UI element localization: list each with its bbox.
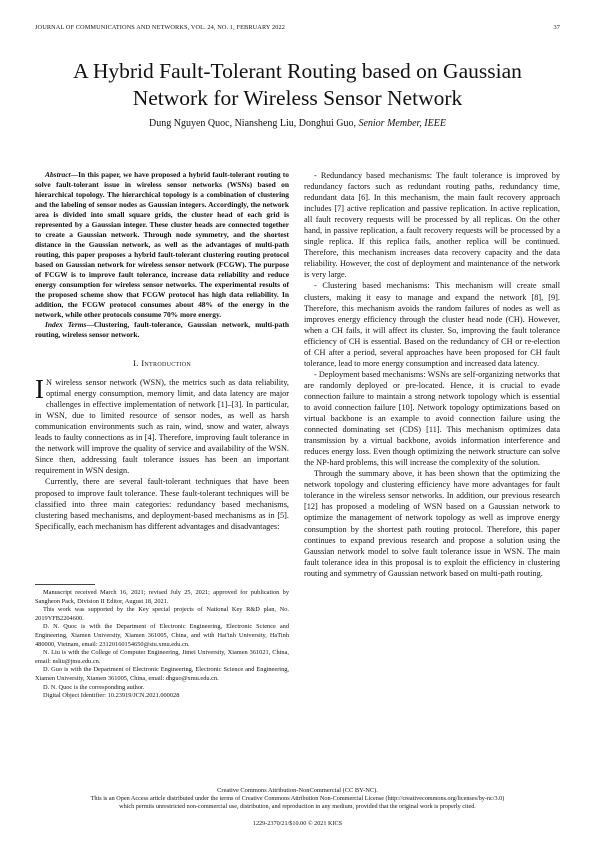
running-header — [35, 24, 560, 31]
footnote-funding: This work was supported by the Key special projects of National Key R&D plan, No. 2019YFB2204600. — [35, 606, 289, 622]
drop-cap: I — [35, 374, 44, 405]
index-terms-text: —Clustering, fault-tolerance, Gaussian network, multi-path routing, wireless sensor network. — [35, 320, 289, 339]
intro-paragraph-5: - Deployment based mechanisms: WSNs are self-organizing networks that are randomly deployed or pre-located. Hence, it is crucial to evade connection failure to maintain a strong network topology which is essential to avoid connection failure [10]. Network topology optimizations based on virtual backbone is an example to avoid connection failure using the connected dominating set (CDS) [11]. This mechanism optimizes data transmission by a virtual backbone, avoids information interference and reduces energy loss. Even though optimizing the network structure can solve the NP-hard problems, this will increase the complexity of the solution. — [304, 369, 560, 468]
intro-paragraph-1-text: N wireless sensor network (WSN), the metrics such as data reliability, optimal energy consumption, memory limit, and data latency are major challenges in effective implementation of network [1]–[3]. In particular, in WSN, due to limited resource of sensor nodes, as well as harsh communication environments such as rain, wind, snow and water, always leads to faulty connections as in [4]. Therefore, improving fault tolerance in the network will improve the quality of service and availability of the WSN. Since then, addressing fault tolerance issues has been an important requirement in WSN design. — [35, 378, 289, 476]
license-notice — [35, 787, 560, 811]
footnote-author-liu: N. Liu is with the College of Computer Engineering, Jimei University, Xiamen 361021, China, email: nsliu@jmu.edu.cn. — [35, 649, 289, 665]
footnote-rule — [35, 584, 95, 585]
footnote-author-guo: D. Guo is with the Department of Electronic Engineering, Electronic Science and Engineering, Xiamen University, Xiamen 361005, China, email: dhguo@xmu.edu.cn. — [35, 666, 289, 682]
footnotes — [35, 584, 289, 701]
intro-paragraph-1 — [35, 374, 289, 476]
footnote-author-quoc: D. N. Quoc is with the Department of Electronic Engineering, Electronic Science and Engineering, Xiamen University, Xiamen 361005, China, and with Hai'inh University, HaTinh 480000, Vietnam, email: 23120160154650@stu.xmu.edu.cn. — [35, 623, 289, 648]
section-title: Introduction — [141, 358, 192, 368]
journal-name: JOURNAL OF COMMUNICATIONS AND NETWORKS, VOL. 24, NO. 1, FEBRUARY 2022 — [35, 24, 285, 31]
intro-paragraph-4: - Clustering based mechanisms: This mechanism will create small clusters, making it easy to manage and expand the network [8], [9]. Therefore, this mechanism avoids the random failures of nodes as well as improves energy efficiency through the cluster head node (CH). However, when a CH fails, it will affect its cluster. So, improving the fault tolerance efficiency of CH is essential. Based on the redundancy of CH or re-election of CH after a period, several approaches have been proposed for CH fault tolerance, lead to more energy consumption and increased data latency. — [304, 281, 560, 368]
section-numeral: I. — [132, 358, 139, 368]
footnote-doi: Digital Object Identifier: 10.23919/JCN.2021.000028 — [43, 692, 180, 700]
author-list — [20, 118, 575, 129]
author-names: Dung Nguyen Quoc, Niansheng Liu, Donghui Guo, — [149, 118, 356, 129]
title-line-1: A Hybrid Fault-Tolerant Routing based on Gaussian — [73, 59, 522, 83]
abstract-text: —In this paper, we have proposed a hybrid fault-tolerant routing to solve fault-tolerant issue in wireless sensor networks (WSNs) based on hierarchical topology. The hierarchical topology is a combination of clustering and the labeling of sensor nodes as Gaussian integers. Accordingly, the network area is divided into small square grids, the cluster head of each grid is represented by a Gaussian integer. These cluster heads are connected together to create a Gaussian network. Through node symmetry, and the shortest distance in the Gaussian network, as well as the advantages of multi-path routing, this paper proposes a hybrid fault-tolerant clustering routing protocol based on Gaussian network for wireless sensor network (FCGW). The purpose of FCGW is to improve fault tolerance, increase data reliability and reduce energy consumption for wireless sensor networks. The experimental results of the proposed scheme show that FCGW protocol has high data reliability. In addition, the FCGW protocol consumes about 48% of the energy in the network, while other protocols consume 70% more energy. — [35, 170, 289, 319]
index-terms — [35, 320, 289, 340]
license-line-1: Creative Commons Attribution-NonCommercial (CC BY-NC). — [217, 787, 378, 794]
copyright-line: 1229-2370/21/$10.00 © 2021 KICS — [252, 820, 343, 827]
abstract-label: Abstract — [45, 170, 71, 179]
index-terms-label: Index Terms — [45, 320, 87, 329]
paper-title — [20, 58, 575, 112]
intro-paragraph-6: Through the summary above, it has been shown that the optimizing the network topology and clustering efficiency have more advantages for fault tolerance in the wireless sensor networks. In addition, our previous research [12] has proposed a modeling of WSN based on a Gaussian network to optimize the management of network topology as well as improve energy consumption by the shortest path routing protocol. Therefore, this paper continues to expand previous research and propose a solution using the Gaussian network model to solve fault tolerance issue in WSN. The main fault tolerance idea in this proposal is to exploit the efficiency in clustering routing and symmetry of Gaussian network based on multi-path routing. — [304, 469, 560, 578]
footnote-manuscript: Manuscript received March 16, 2021; revised July 25, 2021; approved for publication by Sangheon Pack, Division II Editor, August 18, 2021. — [35, 589, 289, 605]
license-line-3: which permits unrestricted non-commercial use, distribution, and reproduction in any medium, provided that the original work is properly cited. — [119, 803, 476, 810]
page-number: 37 — [553, 24, 560, 31]
section-heading-introduction — [35, 358, 289, 369]
intro-paragraph-2: Currently, there are several fault-tolerant techniques that have been proposed to improve fault tolerance. These fault-tolerant techniques will be classified into three main categories: redundancy based mechanisms, clustering based mechanisms, and deployment-based mechanisms as in [5]. Specifically, each mechanism has different advantages and disadvantages: — [35, 477, 289, 531]
intro-paragraph-3: - Redundancy based mechanisms: The fault tolerance is improved by redundancy factors such as redundant routing paths, redundancy time, redundant data [6]. In this mechanism, the main fault recovery approach includes [7] active replication and passive replication. In active replication, all fault recovery requests will be processed by all replicas. On the other hand, in passive replication, a fault recovery requests will be processed by a single replica. If this replica fails, another replica will be continued. Therefore, this mechanism increases data recovery capacity and the data reliability. However, the cost of deployment and maintenance of the network is very large. — [304, 171, 560, 280]
abstract — [35, 170, 289, 320]
title-line-2: Network for Wireless Sensor Network — [132, 86, 463, 110]
license-line-2: This is an Open Access article distributed under the terms of Creative Commons Attribution Non-Commercial License (http://creativecommons.org/licenses/by-nc/3.0) — [90, 795, 505, 802]
author-membership: Senior Member, IEEE — [358, 118, 446, 129]
footnote-corresponding: D. N. Quoc is the corresponding author. — [43, 683, 145, 691]
left-column — [35, 170, 289, 532]
right-column — [304, 170, 560, 579]
